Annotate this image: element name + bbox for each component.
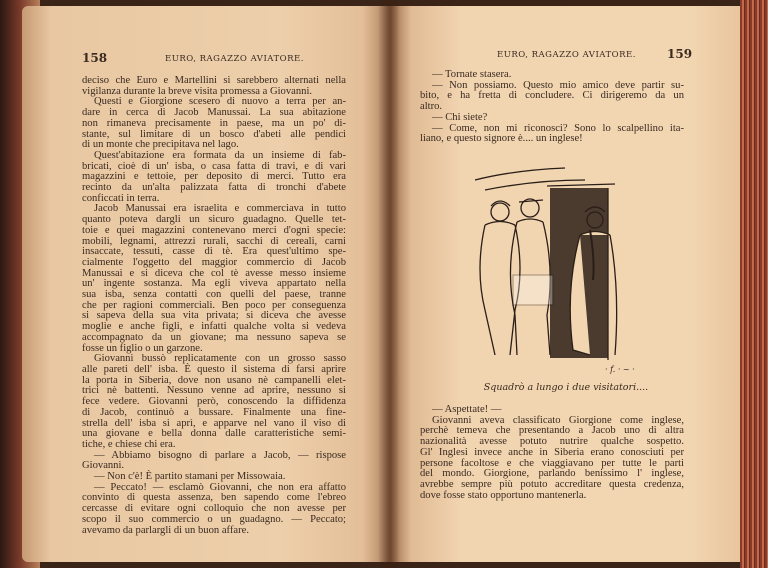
text-line: accompagnato da un giovane; ma nessuno sapeva se bbox=[82, 331, 346, 343]
text-line: altro. bbox=[420, 101, 443, 113]
left-page-number: 158 bbox=[82, 51, 108, 65]
text-line: deciso che Euro e Martellini si sarebbero alternati nella bbox=[82, 75, 346, 86]
right-running-title: EURO, RAGAZZO AVIATORE. bbox=[497, 50, 636, 60]
text-line: — Non possiamo. Questo mio amico deve partir su- bbox=[432, 79, 684, 91]
text-line: Jacob Manussai era israelita e commerciava in tutto bbox=[94, 203, 346, 215]
text-line: — Chi siete? bbox=[432, 111, 488, 123]
text-line: stante, sul limitare di un bosco d'abeti alle pendici bbox=[82, 128, 346, 140]
text-line: Manussai e si diceva che col tè avesse messo insieme bbox=[82, 267, 346, 279]
text-line: tiche, e chiese chi era. bbox=[82, 438, 176, 450]
text-line: — Tornate stasera. bbox=[432, 69, 512, 80]
text-line: bito, e ha fretta di concludere. Ci dirigeremo da un bbox=[420, 90, 684, 102]
text-line: recinto da un'alta palizzata fatta di tronchi d'abete bbox=[82, 182, 346, 194]
text-line: avrebbe sempre più potuto accreditare questa credenza, bbox=[420, 478, 684, 490]
text-line: bricati, cioè di un' isba, o casa fatta di travi, e di vari bbox=[82, 160, 346, 172]
illustrator-signature: · f. · ~ · bbox=[605, 365, 635, 374]
text-line: quanto poteva dargli un sicuro guadagno. Quelle tet- bbox=[82, 214, 346, 226]
text-line: cercasse di evitare ogni colloquio che non avesse per bbox=[82, 503, 346, 515]
right-page-text-bottom bbox=[420, 405, 684, 501]
text-line: magazzini e tettoie, per deposito di merci. Tutto era bbox=[82, 171, 346, 183]
right-page-number: 159 bbox=[667, 47, 693, 61]
text-line: fosse un figlio o un garzone. bbox=[82, 342, 203, 354]
text-line: dare in cerca di Jacob Manussai. La sua abitazione bbox=[82, 107, 346, 119]
text-line: dove fosse stato opportuno mantenerla. bbox=[420, 489, 587, 501]
text-line: una giovane e bella donna dalle caratteristiche semi- bbox=[82, 428, 346, 440]
text-line: Giovanni aveva classificato Giorgione come inglese, bbox=[432, 414, 684, 426]
text-line: che per ragioni commerciali. Ben poco per conseguenza bbox=[82, 299, 346, 311]
text-line: fece vedere. Giovanni però, conoscendo la diffidenza bbox=[82, 396, 346, 408]
text-line: la porta in Siberia, dove non usano nè campanelli elet- bbox=[82, 374, 346, 386]
text-line: del mondo. Giorgione, parlando benissimo l' inglese, bbox=[420, 468, 684, 480]
text-line: di un monte che precipitava nel lago. bbox=[82, 139, 239, 151]
book-edge-right bbox=[740, 0, 768, 568]
illustration-caption: Squadrò a lungo i due visitatori.... bbox=[483, 382, 649, 393]
text-line: strella dell' isba si aprì, e apparve nel vano il viso di bbox=[82, 417, 346, 429]
text-line: — Come, non mi riconosci? Sono lo scalpellino ita- bbox=[432, 122, 684, 134]
text-line: si sapeva della sua vita privata; si diceva che avesse bbox=[82, 310, 346, 322]
text-line: insaccate, tessuti, casse di tè. Era quest'ultimo spe- bbox=[82, 246, 346, 258]
left-running-title: EURO, RAGAZZO AVIATORE. bbox=[165, 54, 304, 64]
text-line: convinto di questa assenza, ben sapendo come l'ebreo bbox=[82, 492, 346, 504]
text-line: cialmente l'oggetto del maggior commercio di Jacob bbox=[82, 256, 346, 268]
text-line: perchè temeva che presentando a Jacob uno di altra bbox=[420, 425, 684, 437]
text-line: toie e quei magazzini contenevano merci d'ogni specie: bbox=[82, 224, 346, 236]
text-line: avevamo da parlargli di un buon affare. bbox=[82, 524, 249, 536]
text-line: vigilanza durante la breve visita promessa a Giovanni. bbox=[82, 85, 313, 97]
text-line: Questi e Giorgione scesero di nuovo a terra per an- bbox=[94, 96, 346, 108]
text-line: sua isba, senza contatti con quelli del paese, tranne bbox=[82, 289, 346, 301]
text-line: conficcati in terra. bbox=[82, 192, 160, 204]
text-line: nazionalità avesse potuto nutrire qualche sospetto. bbox=[420, 436, 684, 448]
right-page-text-top bbox=[420, 70, 684, 145]
text-line: trici nè battenti. Nessuno venne ad aprire, nessuno si bbox=[82, 385, 346, 397]
text-line: un' ingente sostanza. Ma egli viveva appartato nella bbox=[82, 278, 346, 290]
left-page-text bbox=[82, 76, 346, 536]
text-line: Giovanni bussò replicatamente con un grosso sasso bbox=[94, 353, 346, 365]
text-line: liano, e questo signore è.... un inglese! bbox=[420, 133, 583, 145]
text-line: — Abbiamo bisogno di parlare a Jacob, — rispose bbox=[94, 449, 346, 461]
text-line: non rimaneva precisamente in paese, ma un po' di- bbox=[82, 117, 346, 129]
text-line: — Peccato! — esclamò Giovanni, che non era affatto bbox=[94, 481, 346, 493]
text-line: Quest'abitazione era formata da un insieme di fab- bbox=[94, 149, 346, 161]
text-line: Gl' Inglesi invece anche in Siberia erano conosciuti per bbox=[420, 446, 684, 458]
text-line: — Aspettate! — bbox=[432, 404, 502, 415]
text-line: — Non c'è! È partito stamani per Missowaia. bbox=[94, 471, 286, 483]
illustration-visitors-at-door bbox=[455, 150, 655, 375]
book-gutter bbox=[378, 0, 400, 568]
text-line: di Jacob, continuò a bussare. Finalmente una fine- bbox=[82, 406, 346, 418]
text-line: scopo il suo commercio o un guadagno. — Peccato; bbox=[82, 513, 346, 525]
text-line: Giovanni. bbox=[82, 460, 125, 472]
text-line: moglie e anche figli, e infatti qualche volta si vedeva bbox=[82, 321, 346, 333]
text-line: alle pareti dell' isba. È questo il sistema di farsi aprire bbox=[82, 363, 346, 375]
text-line: persone facoltose e che viaggiavano per tutte le parti bbox=[420, 457, 684, 469]
text-line: mobili, legnami, attrezzi rurali, sacchi di cereali, carni bbox=[82, 235, 346, 247]
